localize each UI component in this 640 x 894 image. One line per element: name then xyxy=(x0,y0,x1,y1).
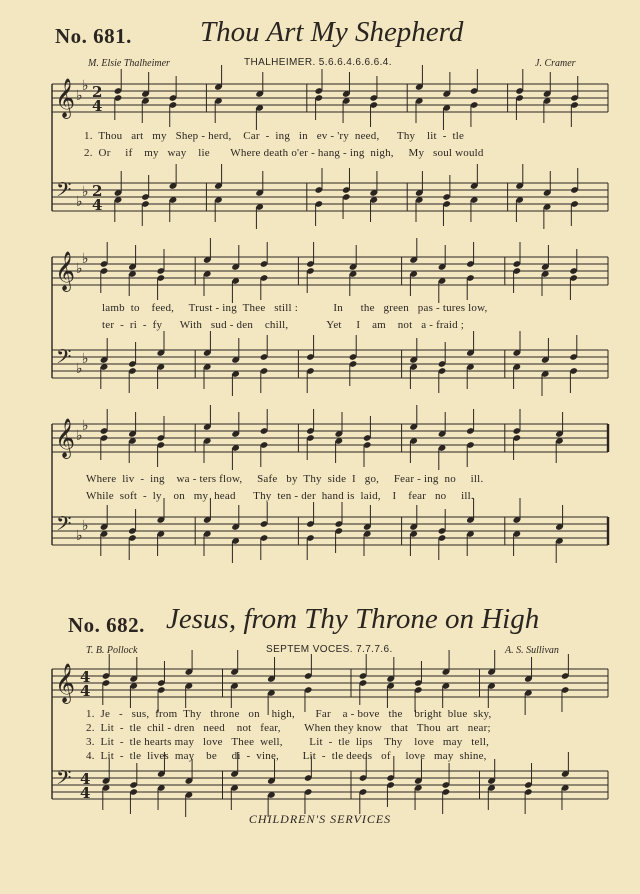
hymn-681-system1-verse2: 2. Or if my way lie Where death o'er - hang - ing nigh, My soul would xyxy=(84,147,484,159)
flat-icon: ♭ xyxy=(82,78,89,94)
flat-icon: ♭ xyxy=(76,428,83,444)
flat-icon: ♭ xyxy=(82,518,89,534)
bass-clef-icon: 𝄢 xyxy=(56,766,72,794)
hymn-681-system3-verse2: While soft - ly on my head Thy ten - der hand is laid, I fear no ill. xyxy=(86,490,474,502)
hymn-681-author: M. Elsie Thalheimer xyxy=(88,58,170,69)
flat-icon: ♭ xyxy=(82,251,89,267)
hymn-682-title: Jesus, from Thy Throne on High xyxy=(166,603,540,635)
hymn-681-number: No. 681. xyxy=(55,24,132,48)
time-signature-bottom: 4 xyxy=(80,784,91,802)
time-signature-bottom: 4 xyxy=(92,97,103,115)
hymn-682-verse2: 2. Lit - tle chil - dren need not fear, When they know that Thou art near; xyxy=(86,722,491,734)
bass-clef-icon: 𝄢 xyxy=(56,178,72,206)
hymn-681-system2-verse2: ter - ri - fy With sud - den chill, Yet I am not a - fraid ; xyxy=(102,319,465,331)
bass-clef-icon: 𝄢 xyxy=(56,345,72,373)
hymn-682-verse1: 1. Je - sus, from Thy throne on high, Far a - bove the bright blue sky, xyxy=(86,708,492,720)
hymn-681-title: Thou Art My Shepherd xyxy=(200,16,464,48)
hymn-682-tune: SEPTEM VOCES. 7.7.7.6. xyxy=(266,644,393,655)
time-signature-top: 4 xyxy=(80,770,91,788)
flat-icon: ♭ xyxy=(76,361,83,377)
treble-clef-icon: 𝄞 xyxy=(55,78,76,118)
treble-clef-icon: 𝄞 xyxy=(55,418,76,458)
hymn-681-system2-verse1: lamb to feed, Trust - ing Thee still : In the green pas - tures low, xyxy=(102,302,488,314)
hymn-682-verse3: 3. Lit - tle hearts may love Thee well, Lit - tle lips Thy love may tell, xyxy=(86,736,490,748)
treble-clef-icon: 𝄞 xyxy=(55,663,76,703)
hymn-681-tune: THALHEIMER. 5.6.6.4.6.6.6.4. xyxy=(244,57,392,68)
hymn-681-system3-verse1: Where liv - ing wa - ters flow, Safe by Thy side I go, Fear - ing no ill. xyxy=(86,473,484,485)
flat-icon: ♭ xyxy=(76,194,83,210)
hymn-682-author: T. B. Pollock xyxy=(86,645,138,656)
flat-icon: ♭ xyxy=(82,418,89,434)
hymn-682-number: No. 682. xyxy=(68,613,145,637)
flat-icon: ♭ xyxy=(76,528,83,544)
page-footer: CHILDREN'S SERVICES xyxy=(248,812,392,826)
hymn-681-system1-verse1: 1. Thou art my Shep - herd, Car - ing in ev - 'ry need, Thy lit - tle xyxy=(84,130,465,142)
time-signature-top: 2 xyxy=(92,182,103,200)
time-signature-top: 4 xyxy=(80,668,91,686)
bass-clef-icon: 𝄢 xyxy=(56,512,72,540)
flat-icon: ♭ xyxy=(82,351,89,367)
treble-clef-icon: 𝄞 xyxy=(55,251,76,291)
time-signature-bottom: 4 xyxy=(80,682,91,700)
flat-icon: ♭ xyxy=(82,184,89,200)
flat-icon: ♭ xyxy=(76,88,83,104)
time-signature-bottom: 4 xyxy=(92,196,103,214)
hymn-681-composer: J. Cramer xyxy=(535,58,576,69)
time-signature-top: 2 xyxy=(92,83,103,101)
hymn-682-verse4: 4. Lit - tle lives may be di - vine, Lit - tle deeds of love may shine, xyxy=(86,750,487,762)
hymn-682-composer: A. S. Sullivan xyxy=(505,645,559,656)
flat-icon: ♭ xyxy=(76,261,83,277)
